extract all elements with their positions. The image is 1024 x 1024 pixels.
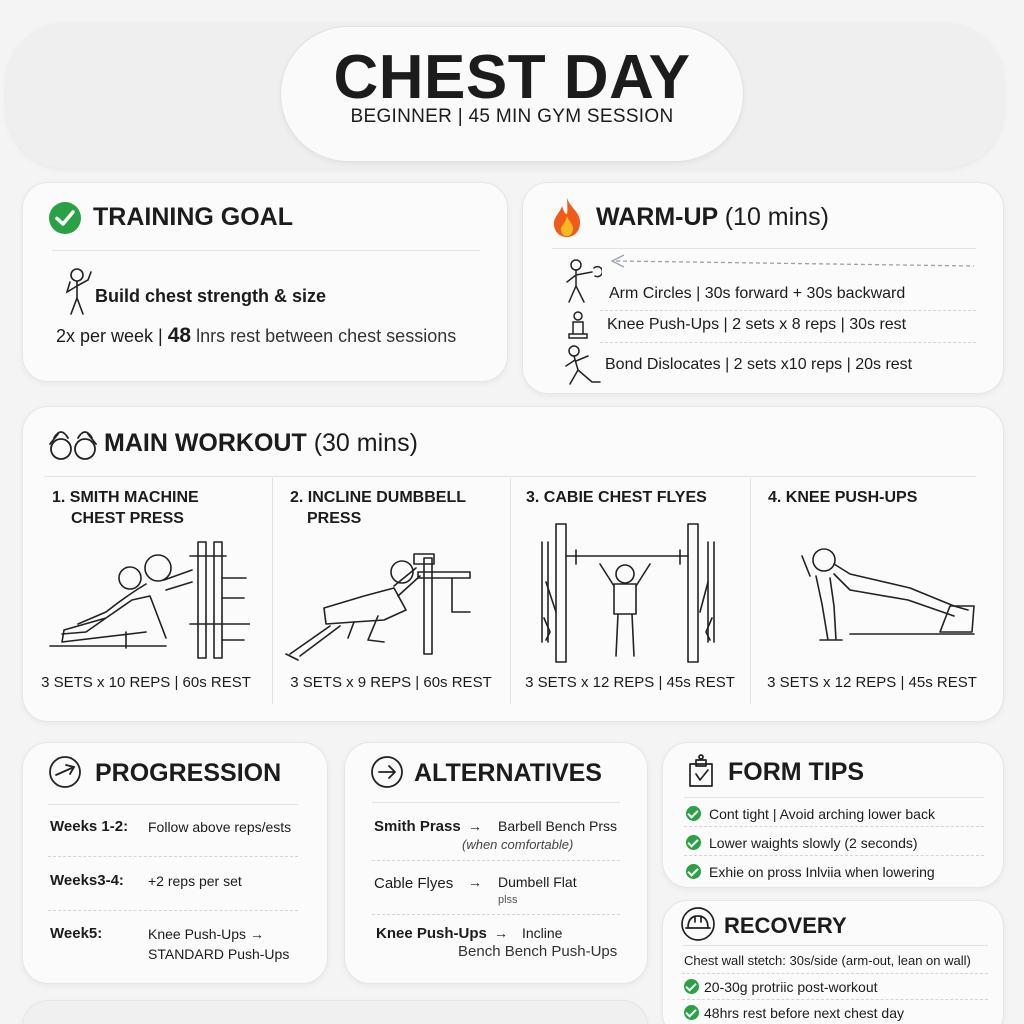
form-tip-3: Exhie on pross Inlviia when lowering bbox=[709, 864, 935, 880]
divider bbox=[372, 860, 620, 861]
check-icon bbox=[686, 835, 701, 850]
divider bbox=[48, 804, 298, 805]
main-workout-title-text: MAIN WORKOUT bbox=[104, 429, 307, 457]
check-icon bbox=[686, 864, 701, 879]
alt-row-1-note: (when comfortable) bbox=[462, 837, 574, 852]
divider bbox=[600, 342, 976, 343]
frequency-text bbox=[56, 324, 456, 348]
progression-row-3-line1: Knee Push-Ups → bbox=[148, 926, 264, 942]
exercise-2-name bbox=[290, 487, 466, 529]
arrow-circle-icon bbox=[370, 755, 404, 794]
knee-pushup-icon bbox=[564, 310, 592, 345]
alt-row-3-note: Bench Bench Push-Ups bbox=[458, 943, 618, 960]
alt-row-2-note: plss bbox=[498, 894, 518, 906]
exercise-4-name-line1: 4. KNEE PUSH-UPS bbox=[768, 489, 918, 506]
main-workout-duration: (30 mins) bbox=[313, 429, 418, 457]
arm-circles-icon bbox=[562, 258, 602, 309]
goal-text: Build chest strength & size bbox=[95, 286, 327, 306]
alt-row-1-arrow: → bbox=[468, 818, 482, 834]
person-flex-icon bbox=[62, 266, 96, 323]
exercise-1-stats: 3 SETS x 10 REPS | 60s REST bbox=[41, 674, 251, 691]
alt-row-3-from: Knee Push-Ups bbox=[376, 925, 487, 942]
progression-row-3-line2: STANDARD Push-Ups bbox=[148, 946, 290, 962]
exercise-4-stats: 3 SETS x 12 REPS | 45s REST bbox=[767, 674, 977, 691]
clipboard-icon bbox=[684, 754, 718, 793]
flame-icon bbox=[550, 196, 584, 243]
recovery-item-2: 20-30g protriic post-workout bbox=[704, 979, 878, 995]
alternatives-title: ALTERNATIVES bbox=[414, 759, 602, 787]
footer-card bbox=[22, 1000, 648, 1024]
recovery-item-3: 48hrs rest before next chest day bbox=[704, 1005, 904, 1021]
exercise-4-name bbox=[768, 487, 917, 508]
divider bbox=[600, 310, 976, 311]
divider bbox=[684, 855, 984, 856]
page-subtitle: BEGINNER | 45 MIN GYM SESSION bbox=[350, 106, 674, 127]
exercise-1-name-line1: 1. SMITH MACHINE bbox=[52, 489, 199, 506]
divider bbox=[682, 945, 988, 946]
column-divider bbox=[272, 478, 273, 704]
progression-row-2-label: Weeks3-4: bbox=[50, 872, 124, 889]
exercise-3-name-line1: 3. CABIE CHEST FLYES bbox=[526, 489, 707, 506]
divider bbox=[44, 476, 976, 477]
progression-title: PROGRESSION bbox=[95, 759, 282, 787]
divider bbox=[684, 826, 984, 827]
divider bbox=[52, 250, 480, 251]
exercise-1-name bbox=[52, 487, 199, 529]
alt-row-2-to: Dumbell Flat bbox=[498, 874, 577, 890]
page-title: CHEST DAY bbox=[333, 43, 691, 112]
recovery-item-1: Chest wall stetch: 30s/side (arm-out, lean on wall) bbox=[684, 953, 971, 968]
check-circle-icon bbox=[48, 201, 82, 240]
divider bbox=[682, 973, 988, 974]
incline-dumbbell-illustration bbox=[284, 550, 484, 667]
knee-pushup-illustration bbox=[790, 544, 976, 653]
warmup-duration: (10 mins) bbox=[724, 203, 829, 231]
warmup-title bbox=[596, 203, 829, 232]
progression-row-3-value bbox=[148, 924, 289, 964]
main-workout-title bbox=[104, 429, 418, 458]
form-tip-1: Cont tight | Avoid arching lower back bbox=[709, 806, 935, 822]
check-icon bbox=[686, 806, 701, 821]
form-tips-title: FORM TIPS bbox=[728, 758, 865, 786]
alt-row-3-arrow: → bbox=[494, 925, 508, 941]
dashed-arrow-icon bbox=[606, 252, 978, 275]
exercise-3-stats: 3 SETS x 12 REPS | 45s REST bbox=[525, 674, 735, 691]
band-dislocate-icon bbox=[562, 344, 602, 391]
divider bbox=[372, 802, 620, 803]
divider bbox=[552, 248, 976, 249]
column-divider bbox=[510, 478, 511, 704]
progression-row-1-value: Follow above reps/ests bbox=[148, 819, 292, 835]
check-icon bbox=[684, 979, 699, 994]
recovery-title: RECOVERY bbox=[724, 913, 847, 938]
alt-row-1-from: Smith Prass bbox=[374, 818, 461, 835]
exercise-2-stats: 3 SETS x 9 REPS | 60s REST bbox=[290, 674, 492, 691]
divider bbox=[372, 914, 620, 915]
progression-row-1-label: Weeks 1-2: bbox=[50, 818, 129, 835]
progression-row-2-value: +2 reps per set bbox=[148, 873, 242, 889]
frequency-number: 48 bbox=[167, 324, 192, 347]
warmup-item-2: Knee Push-Ups | 2 sets x 8 reps | 30s rest bbox=[607, 316, 907, 333]
cable-flyes-illustration bbox=[536, 522, 726, 669]
alt-row-3-to: Incline bbox=[522, 925, 563, 941]
frequency-prefix: 2x per week | bbox=[56, 326, 168, 346]
warmup-item-3: Bond Dislocates | 2 sets x10 reps | 20s rest bbox=[605, 356, 913, 373]
divider bbox=[684, 797, 984, 798]
divider bbox=[682, 999, 988, 1000]
kettlebells-icon bbox=[48, 424, 98, 467]
divider bbox=[48, 856, 298, 857]
exercise-1-name-line2: CHEST PRESS bbox=[71, 510, 184, 527]
frequency-suffix: lnrs rest between chest sessions bbox=[191, 326, 457, 346]
column-divider bbox=[750, 478, 751, 704]
alt-row-1-to-text: Barbell Bench Prss bbox=[498, 818, 618, 834]
training-goal-title: TRAINING GOAL bbox=[93, 203, 293, 231]
smith-machine-illustration bbox=[46, 538, 250, 667]
alt-row-2-arrow: → bbox=[468, 874, 482, 890]
exercise-3-name bbox=[526, 487, 707, 508]
progress-arrow-icon bbox=[48, 755, 82, 794]
check-icon bbox=[684, 1005, 699, 1020]
warmup-title-text: WARM-UP bbox=[596, 203, 718, 231]
form-tip-2: Lower waights slowly (2 seconds) bbox=[709, 835, 918, 851]
exercise-2-name-line2: PRESS bbox=[307, 510, 362, 527]
exercise-2-name-line1: 2. INCLINE DUMBBELL bbox=[290, 489, 466, 506]
divider bbox=[48, 910, 298, 911]
alt-row-1-to bbox=[498, 816, 617, 836]
helmet-icon bbox=[680, 906, 716, 947]
alt-row-2-from: Cable Flyes bbox=[374, 875, 454, 892]
warmup-item-1: Arm Circles | 30s forward + 30s backward bbox=[609, 285, 906, 302]
progression-row-3-label: Week5: bbox=[50, 925, 103, 942]
